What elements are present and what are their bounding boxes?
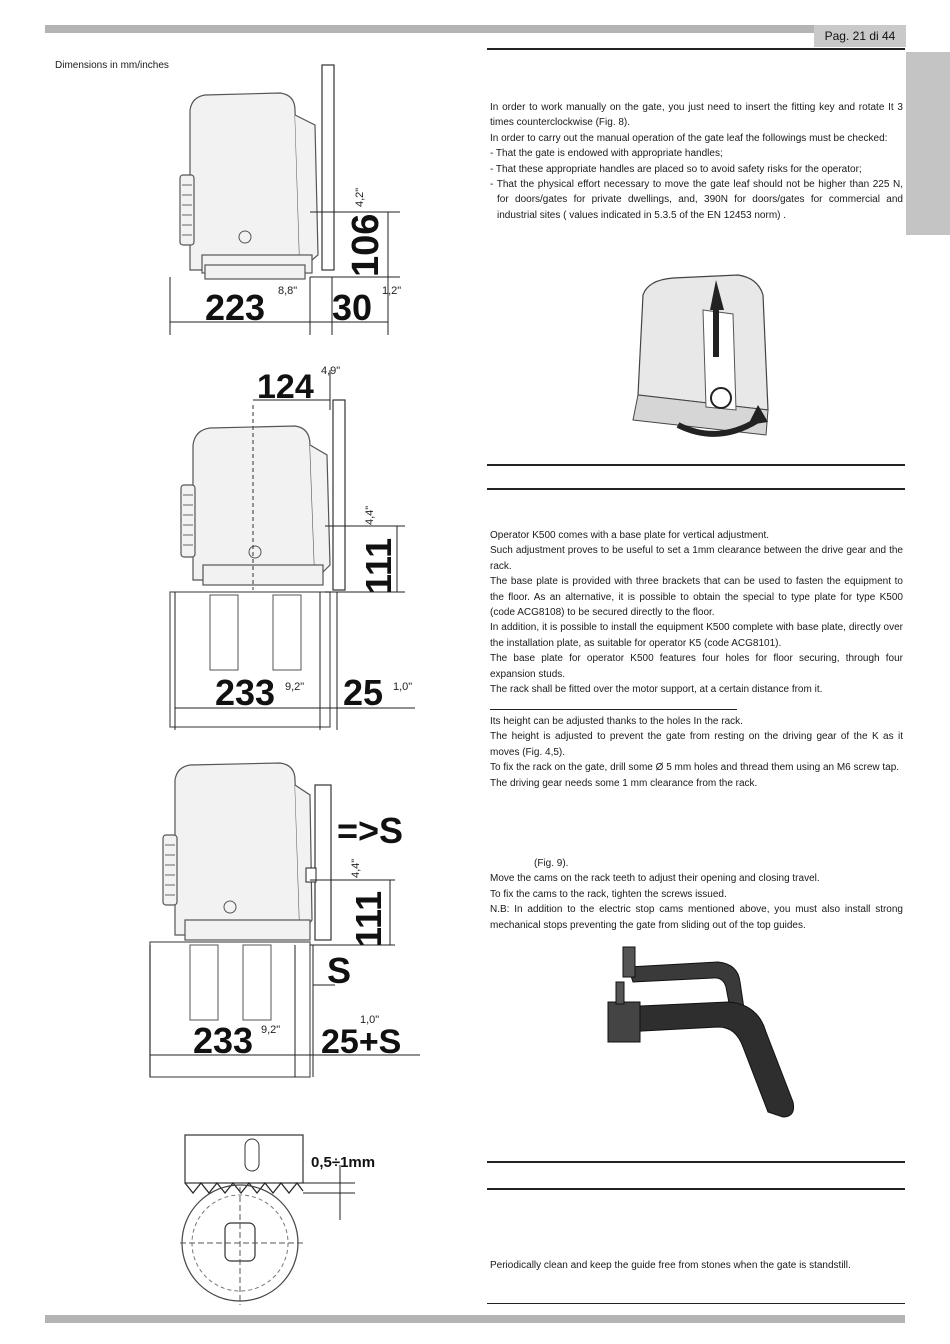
section3-text bbox=[490, 714, 903, 791]
s3-p1: Its height can be adjusted thanks to the holes In the rack. bbox=[490, 716, 743, 727]
s4-p1: (Fig. 9). bbox=[534, 858, 569, 869]
s1-p4: - That these appropriate handles are placed so to avoid safety risks for the operator; bbox=[490, 163, 862, 175]
s3-p4: The driving gear needs some 1 mm clearance from the rack. bbox=[490, 777, 758, 789]
fig2-top-inch: 4,9" bbox=[321, 365, 341, 377]
fig2-right-dim: 25 bbox=[343, 672, 384, 713]
rule-section1-top bbox=[487, 48, 905, 50]
s3-p2: The height is adjusted to prevent the gate from resting on the driving gear of the K as it moves (Fig. 4,5). bbox=[490, 731, 903, 758]
side-tab bbox=[906, 52, 950, 235]
fig3-left-inch: 9,2" bbox=[261, 1024, 281, 1036]
bottom-bar bbox=[45, 1315, 905, 1323]
fig3-s-top-dim: =>S bbox=[337, 810, 404, 851]
fig1-left-inch: 8,8" bbox=[278, 285, 298, 297]
figure-motor-dimensions-1 bbox=[150, 55, 420, 350]
s2-p5: The base plate for operator K500 features four holes for floor securing, through four expansion studs. bbox=[490, 653, 903, 680]
s1-p2: In order to carry out the manual operation of the gate leaf the followings must be checked: bbox=[490, 132, 888, 144]
s1-p5: - That the physical effort necessary to move the gate leaf should not be higher than 225 N, for doors/gates for private dwellings, and, 390N for doors/gates for commercial and industrial sites ( values indicated in 5.3.5 of the EN 12453 norm) . bbox=[490, 179, 903, 221]
s4-p3: To fix the cams to the rack, tighten the screws issued. bbox=[490, 888, 727, 900]
fig3-height-inch: 4,4" bbox=[350, 858, 362, 878]
top-bar bbox=[45, 25, 905, 33]
page-number: Pag. 21 di 44 bbox=[814, 25, 906, 47]
s4-p4: N.B: In addition to the electric stop cams mentioned above, you must also install strong mechanical stops preventing the gate from sliding out of the top guides. bbox=[490, 904, 903, 931]
fig1-right-inch: 1,2" bbox=[382, 285, 402, 297]
s1-p3: - That the gate is endowed with appropriate handles; bbox=[490, 148, 723, 160]
rule-section5-bottom bbox=[487, 1303, 905, 1304]
s5-p1: Periodically clean and keep the guide free from stones when the gate is standstill. bbox=[490, 1260, 851, 1271]
section4-text bbox=[490, 856, 903, 933]
figure-stop-cams bbox=[598, 942, 798, 1132]
s2-p6: The rack shall be fitted over the motor support, at a certain distance from it. bbox=[490, 684, 823, 696]
fig2-height-dim: 111 bbox=[358, 537, 399, 594]
fig1-height-dim: 106 bbox=[345, 213, 387, 277]
fig3-right-inch: 1,0" bbox=[360, 1014, 380, 1026]
rule-section2-top-a bbox=[487, 464, 905, 466]
rule-section5-top-a bbox=[487, 1161, 905, 1163]
s4-p2: Move the cams on the rack teeth to adjust their opening and closing travel. bbox=[490, 873, 820, 885]
fig2-height-inch: 4,4" bbox=[364, 505, 376, 525]
fig3-left-dim: 233 bbox=[193, 1020, 254, 1061]
figure-manual-release bbox=[618, 270, 778, 445]
fig1-height-inch: 4,2" bbox=[354, 187, 366, 207]
s2-p1: Operator K500 comes with a base plate for vertical adjustment. bbox=[490, 530, 770, 541]
fig1-right-dim: 30 bbox=[332, 287, 373, 328]
fig2-left-dim: 233 bbox=[215, 672, 276, 713]
s3-p3: To fix the rack on the gate, drill some Ø 5 mm holes and thread them using an M6 screw tap. bbox=[490, 762, 900, 774]
fig3-height-dim: 111 bbox=[348, 890, 389, 947]
dimensions-caption: Dimensions in mm/inches bbox=[55, 60, 169, 71]
fig4-clearance: 0,5÷1mm bbox=[311, 1154, 376, 1171]
rule-section5-top-b bbox=[487, 1188, 905, 1190]
rule-section2-top-b bbox=[487, 488, 905, 490]
figure-motor-dimensions-2 bbox=[165, 360, 435, 730]
fig3-right-dim: 25+S bbox=[321, 1023, 402, 1061]
fig2-right-inch: 1,0" bbox=[393, 681, 413, 693]
section1-text bbox=[490, 100, 903, 223]
fig2-top-dim: 124 bbox=[257, 368, 314, 406]
figure-gear-rack bbox=[175, 1125, 400, 1310]
s2-p4: In addition, it is possible to install the equipment K500 complete with base plate, directly over the installation plate, as suitable for operator K5 (code ACG8101). bbox=[490, 622, 903, 649]
fig3-s-dim: S bbox=[327, 950, 352, 991]
s2-p2: Such adjustment proves to be useful to set a 1mm clearance between the drive gear and the rack. bbox=[490, 545, 903, 572]
rule-section3-top bbox=[490, 709, 737, 710]
s2-p3: The base plate is provided with three brackets that can be used to fasten the equipment to the floor. As an alternative, it is possible to obtain the special to type plate for type K500 (code ACG8108) to be secured directly to the floor. bbox=[490, 576, 903, 619]
figure-motor-dimensions-3 bbox=[145, 755, 430, 1080]
fig2-left-inch: 9,2" bbox=[285, 681, 305, 693]
s1-p1: In order to work manually on the gate, you just need to insert the fitting key and rotate It 3 times counterclockwise (Fig. 8). bbox=[490, 102, 903, 129]
section5-text bbox=[490, 1258, 903, 1273]
section2-text bbox=[490, 528, 903, 697]
fig1-left-dim: 223 bbox=[205, 287, 266, 328]
